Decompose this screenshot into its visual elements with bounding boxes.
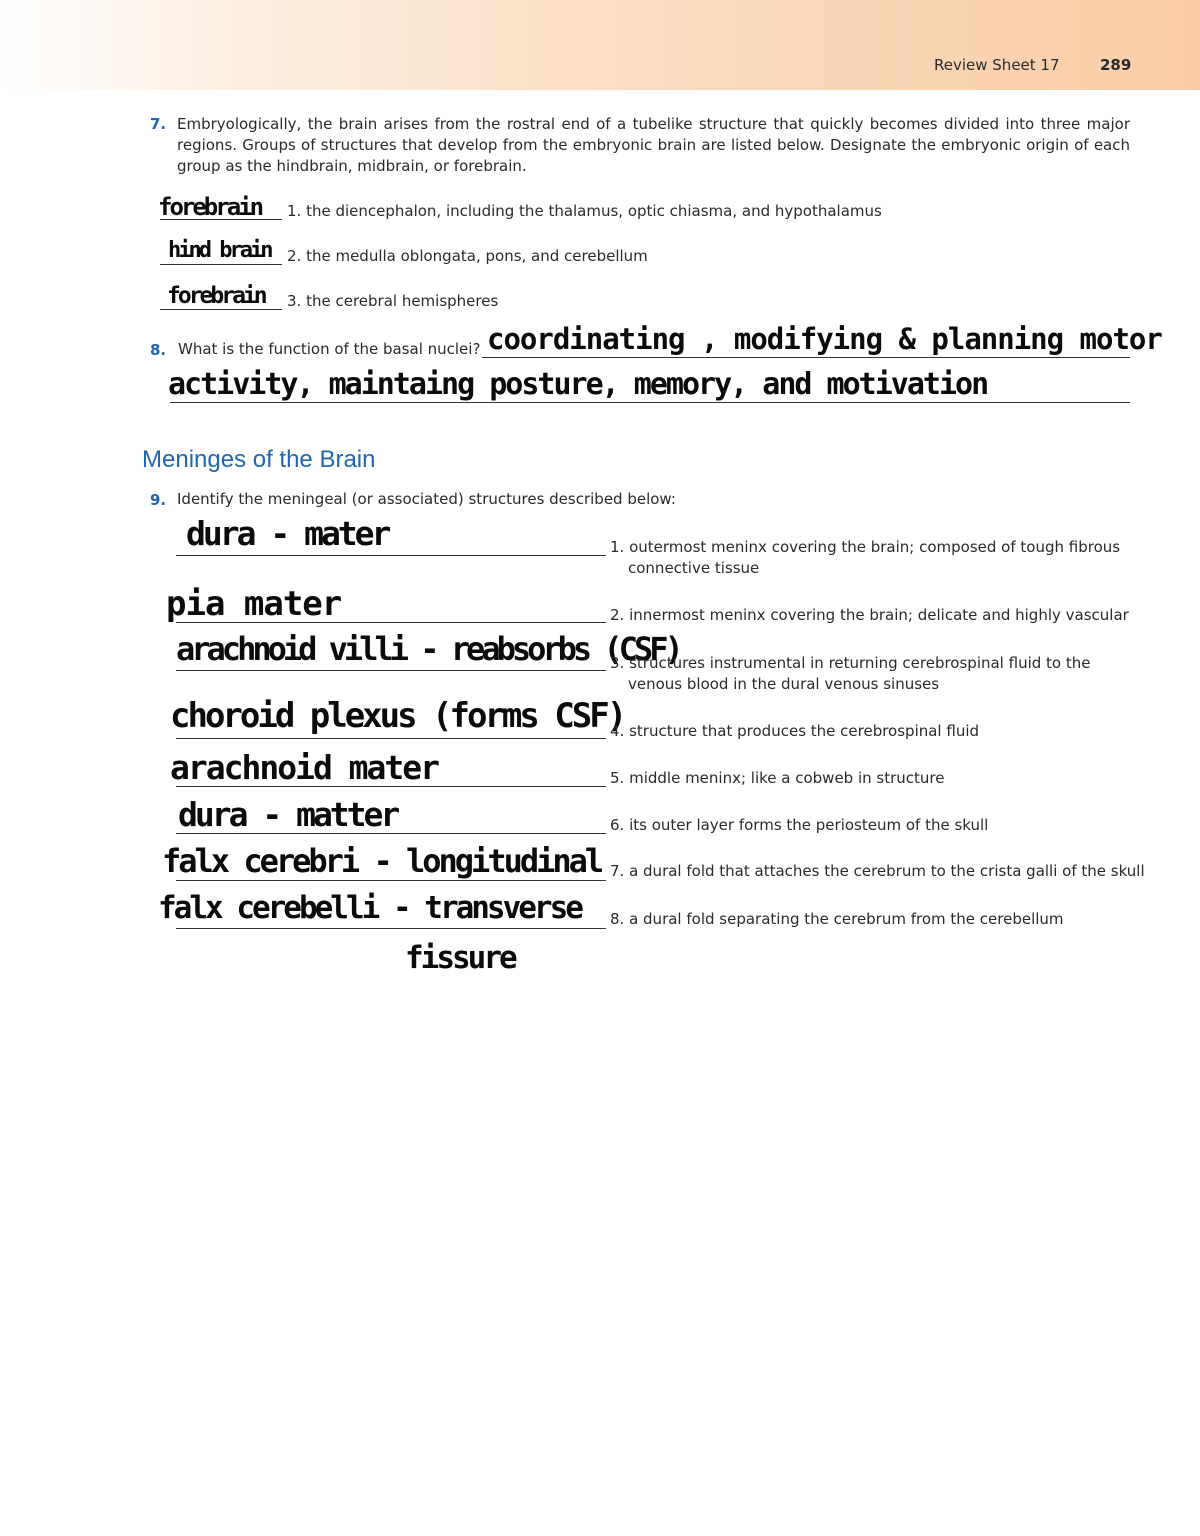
q8-answer-2: activity, maintaing posture, memory, and motivation bbox=[168, 367, 988, 402]
q9-answer-8: falx cerebelli - transverse bbox=[158, 890, 581, 926]
q7-prompt-1: 1. the diencephalon, including the thalamus, optic chiasma, and hypothalamus bbox=[287, 202, 882, 220]
q9-prompt-4: 4. structure that produces the cerebrospinal fluid bbox=[610, 722, 980, 740]
q9-answer-3: arachnoid villi - reabsorbs (CSF) bbox=[176, 630, 680, 668]
q9-answer-line-4 bbox=[176, 738, 606, 739]
q9-prompt-1-cont: connective tissue bbox=[628, 559, 760, 577]
running-head-title: Review Sheet 17 bbox=[934, 56, 1060, 74]
q9-prompt-2: 2. innermost meninx covering the brain; delicate and highly vascular bbox=[610, 606, 1129, 624]
q7-prompt-2: 2. the medulla oblongata, pons, and cerebellum bbox=[287, 247, 648, 265]
q8-question: What is the function of the basal nuclei? bbox=[178, 340, 481, 358]
q9-answer-6: dura - matter bbox=[178, 795, 398, 834]
page-number: 289 bbox=[1100, 56, 1132, 74]
q8-number: 8. bbox=[150, 341, 167, 359]
q8-answer-line-2 bbox=[170, 402, 1130, 403]
q9-answer-line-1 bbox=[176, 555, 606, 556]
q9-answer-line-7 bbox=[176, 880, 606, 881]
q9-answer-line-8 bbox=[176, 928, 606, 929]
section-title: Meninges of the Brain bbox=[142, 446, 376, 473]
q9-prompt-8: 8. a dural fold separating the cerebrum from the cerebellum bbox=[610, 910, 1064, 928]
q9-prompt-5: 5. middle meninx; like a cobweb in structure bbox=[610, 769, 945, 787]
header-band bbox=[0, 0, 1200, 90]
q9-prompt-3: 3. structures instrumental in returning cerebrospinal fluid to the bbox=[610, 654, 1091, 672]
q7-answer-3: forebrain bbox=[167, 283, 265, 309]
q9-answer-5: arachnoid mater bbox=[170, 748, 439, 787]
q9-prompt-7: 7. a dural fold that attaches the cerebrum to the crista galli of the skull bbox=[610, 862, 1145, 880]
q7-answer-line-2 bbox=[160, 264, 282, 265]
q9-prompt-1: 1. outermost meninx covering the brain; composed of tough fibrous bbox=[610, 538, 1121, 556]
q7-answer-1: forebrain bbox=[158, 193, 262, 221]
q9-prompt-6: 6. its outer layer forms the periosteum of the skull bbox=[610, 816, 989, 834]
q9-answer-8-cont: fissure bbox=[405, 940, 515, 976]
q9-number: 9. bbox=[150, 491, 167, 509]
q8-answer-line-1 bbox=[482, 357, 1130, 358]
q7-text: Embryologically, the brain arises from the rostral end of a tubelike structure that quickly becomes divided into three major regions. Groups of structures that develop from the embryonic brain are listed below. Designate the embryonic origin of each group as the hindbrain, midbrain, or forebrain. bbox=[177, 115, 1130, 175]
q9-answer-line-3 bbox=[176, 670, 606, 671]
q9-answer-2: pia mater bbox=[166, 584, 342, 624]
q9-answer-4: choroid plexus (forms CSF) bbox=[170, 696, 625, 736]
q7-prompt-3: 3. the cerebral hemispheres bbox=[287, 292, 499, 310]
q9-prompt-3-cont: venous blood in the dural venous sinuses bbox=[628, 675, 940, 693]
q9-answer-7: falx cerebri - longitudinal bbox=[162, 842, 602, 880]
q9-question: Identify the meningeal (or associated) structures described below: bbox=[177, 490, 676, 508]
q7-answer-line-3 bbox=[160, 309, 282, 310]
q8-answer-1: coordinating , modifying & planning motor bbox=[487, 322, 1162, 356]
q7-number: 7. bbox=[150, 115, 167, 133]
q7-answer-2: hind brain bbox=[168, 238, 271, 263]
q9-answer-1: dura - mater bbox=[186, 514, 389, 553]
